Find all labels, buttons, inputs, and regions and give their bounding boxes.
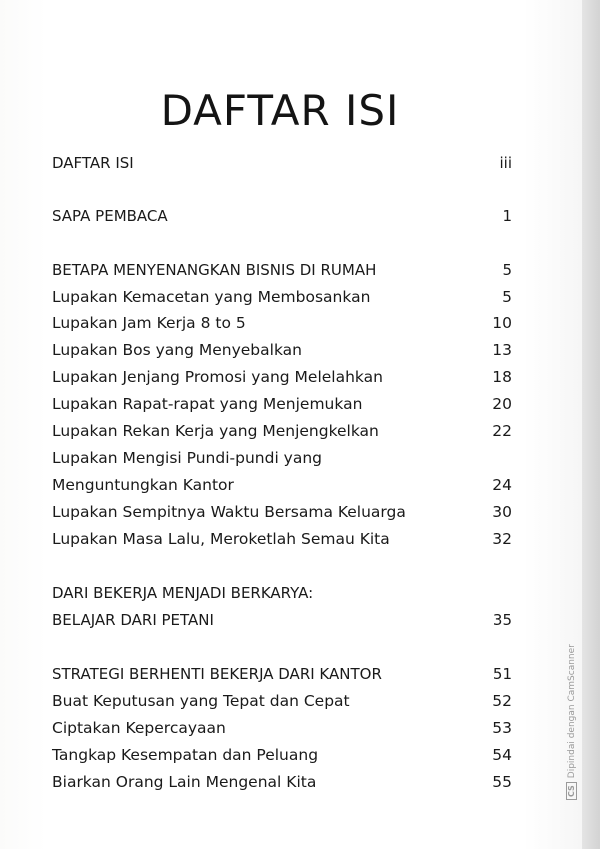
toc-entry-label: Lupakan Bos yang Menyebalkan — [52, 341, 302, 359]
toc-entry-label: Ciptakan Kepercayaan — [52, 719, 226, 737]
toc-entry — [52, 311, 512, 335]
camscanner-logo-icon: CS — [566, 782, 577, 800]
toc-entry-label: Lupakan Jenjang Promosi yang Melelahkan — [52, 368, 383, 386]
toc-entry-page: 5 — [502, 261, 512, 279]
toc-entry-label: Buat Keputusan yang Tepat dan Cepat — [52, 692, 350, 710]
toc-entry-label: Lupakan Jam Kerja 8 to 5 — [52, 314, 246, 332]
toc-entry-page: 10 — [492, 314, 512, 332]
toc-entry — [52, 662, 512, 686]
toc-entry-page: 13 — [492, 341, 512, 359]
toc-entry-label: BETAPA MENYENANGKAN BISNIS DI RUMAH — [52, 261, 377, 279]
toc-entry-page: 18 — [492, 368, 512, 386]
toc-entry — [52, 500, 512, 524]
toc-entry-page: 5 — [502, 288, 512, 306]
toc-entry-label: Tangkap Kesempatan dan Peluang — [52, 746, 319, 764]
toc-entry-label: Lupakan Rapat-rapat yang Menjemukan — [52, 395, 363, 413]
toc-entry — [52, 473, 512, 497]
toc-entry — [52, 716, 512, 740]
toc-entry — [52, 446, 512, 470]
toc-entry-page: 52 — [492, 692, 512, 710]
toc-entry-page: 32 — [492, 530, 512, 548]
toc-entry — [52, 204, 512, 228]
toc-entry-label: Lupakan Mengisi Pundi-pundi yang — [52, 449, 323, 467]
toc-entry-page: 54 — [492, 746, 512, 764]
toc-entry-label: SAPA PEMBACA — [52, 207, 168, 225]
toc-entry — [52, 527, 512, 551]
toc-entry-label: STRATEGI BERHENTI BEKERJA DARI KANTOR — [52, 665, 382, 683]
toc-entry — [52, 365, 512, 389]
toc-entry-label: Lupakan Masa Lalu, Meroketlah Semau Kita — [52, 530, 390, 548]
scanner-watermark — [566, 644, 577, 800]
toc-entry-page: 1 — [502, 207, 512, 225]
toc-entry-page: 30 — [492, 503, 512, 521]
toc-entry — [52, 338, 512, 362]
page-title: DAFTAR ISI — [160, 86, 400, 136]
toc-entry-page: iii — [499, 154, 512, 172]
toc-entry-label: Lupakan Kemacetan yang Membosankan — [52, 288, 371, 306]
toc-entry — [52, 258, 512, 282]
toc-entry-label: Menguntungkan Kantor — [52, 476, 234, 494]
toc-entry-label: DAFTAR ISI — [52, 154, 134, 172]
toc-entry — [52, 392, 512, 416]
toc-entry — [52, 581, 512, 605]
toc-entry — [52, 743, 512, 767]
toc-entry — [52, 419, 512, 443]
page-edge — [582, 0, 600, 849]
toc-entry — [52, 608, 512, 632]
toc-entry-label: Biarkan Orang Lain Mengenal Kita — [52, 773, 317, 791]
toc-entry-page: 22 — [492, 422, 512, 440]
watermark-text: Dipindai dengan CamScanner — [567, 644, 577, 779]
toc-entry-page: 51 — [492, 665, 512, 683]
toc-entry-label: BELAJAR DARI PETANI — [52, 611, 214, 629]
toc-entry-page: 55 — [492, 773, 512, 791]
toc-entry — [52, 285, 512, 309]
toc-entry-label: DARI BEKERJA MENJADI BERKARYA: — [52, 584, 314, 602]
toc-entry-page: 53 — [492, 719, 512, 737]
toc-entry-label: Lupakan Sempitnya Waktu Bersama Keluarga — [52, 503, 406, 521]
toc-entry — [52, 151, 512, 175]
toc-entry-page: 35 — [492, 611, 512, 629]
toc-entry — [52, 689, 512, 713]
toc-entry-label: Lupakan Rekan Kerja yang Menjengkelkan — [52, 422, 379, 440]
toc-entry-page: 24 — [492, 476, 512, 494]
toc-entry — [52, 770, 512, 794]
toc-entry-page: 20 — [492, 395, 512, 413]
